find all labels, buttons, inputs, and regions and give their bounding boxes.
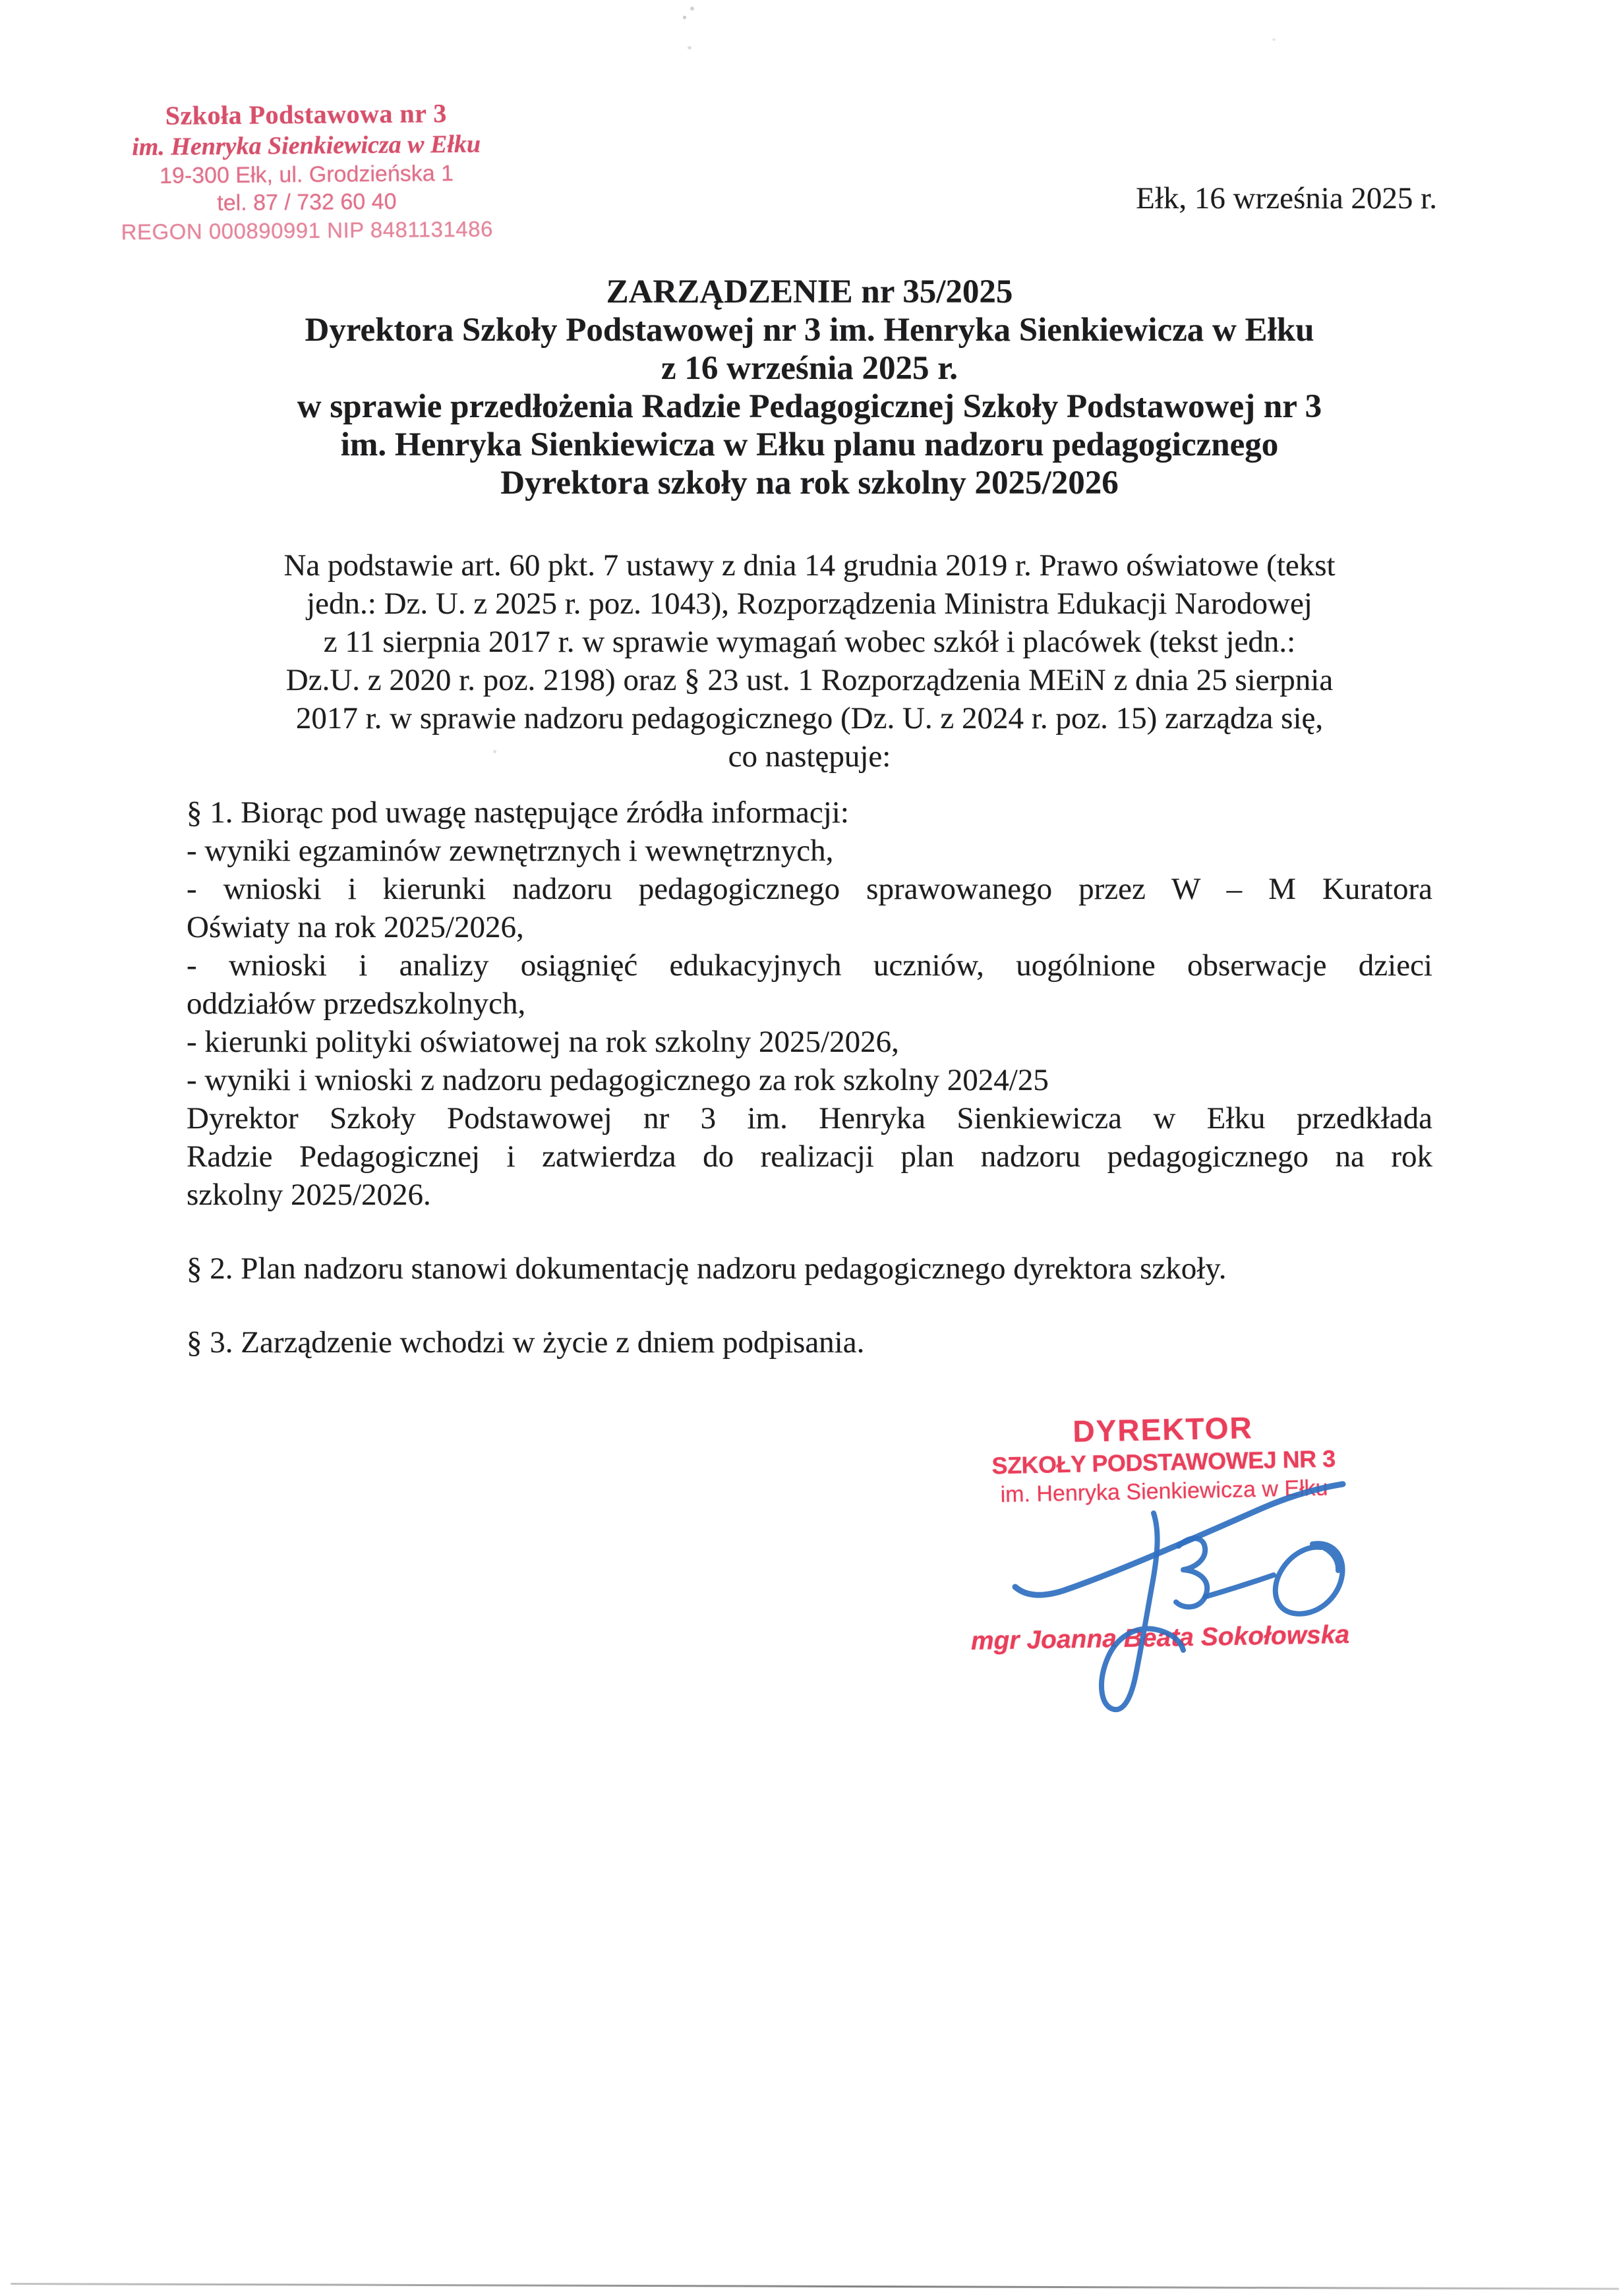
scan-speck bbox=[688, 46, 692, 49]
dateline: Ełk, 16 września 2025 r. bbox=[1136, 181, 1437, 215]
legal-line: Na podstawie art. 60 pkt. 7 ustawy z dnia 14 grudnia 2019 r. Prawo oświatowe (tekst bbox=[283, 548, 1336, 583]
body-line: Radzie Pedagogicznej i zatwierdza do realizacji plan nadzoru pedagogicznego na rok bbox=[187, 1139, 1432, 1174]
legal-line: co następuje: bbox=[728, 739, 891, 774]
body-line: - wnioski i analizy osiągnięć edukacyjnych uczniów, uogólnione obserwacje dzieci bbox=[187, 948, 1432, 983]
title-line: Dyrektora szkoły na rok szkolny 2025/2026 bbox=[500, 465, 1119, 502]
letterhead-address: 19-300 Ełk, ul. Grodzieńska 1 bbox=[159, 161, 454, 188]
scan-speck bbox=[493, 750, 496, 753]
director-stamp-patron: im. Henryka Sienkiewicza w Ełku bbox=[1000, 1475, 1328, 1508]
body-line: - wyniki egzaminów zewnętrznych i wewnętrznych, bbox=[187, 834, 834, 868]
director-name: mgr Joanna Beata Sokołowska bbox=[970, 1620, 1350, 1656]
order-title bbox=[165, 273, 1454, 502]
body-line: - kierunki polityki oświatowej na rok szkolny 2025/2026, bbox=[187, 1025, 899, 1059]
scan-speck bbox=[690, 7, 694, 11]
letterhead-regon-nip: REGON 000890991 NIP 8481131486 bbox=[121, 216, 494, 244]
legal-line: z 11 sierpnia 2017 r. w sprawie wymagań wobec szkół i placówek (tekst jedn.: bbox=[323, 625, 1296, 659]
body-line: szkolny 2025/2026. bbox=[187, 1178, 431, 1212]
section-2-paragraph: § 2. Plan nadzoru stanowi dokumentację nadzoru pedagogicznego dyrektora szkoły. bbox=[187, 1251, 1227, 1286]
signature-stroke bbox=[1276, 1543, 1343, 1614]
body-line: oddziałów przedszkolnych, bbox=[187, 987, 526, 1021]
letterhead-patron: im. Henryka Sienkiewicza w Ełku bbox=[132, 130, 481, 161]
handwritten-signature bbox=[981, 1467, 1416, 1744]
body-line: Oświaty na rok 2025/2026, bbox=[187, 910, 524, 944]
title-line: z 16 września 2025 r. bbox=[661, 350, 958, 387]
letterhead-school-name: Szkoła Podstawowa nr 3 bbox=[165, 98, 447, 130]
legal-basis-paragraph bbox=[187, 546, 1432, 776]
letterhead-stamp bbox=[111, 97, 502, 246]
director-stamp-school: SZKOŁY PODSTAWOWEJ NR 3 bbox=[991, 1445, 1336, 1479]
letterhead-phone: tel. 87 / 732 60 40 bbox=[217, 188, 397, 216]
signature-stroke bbox=[1015, 1484, 1343, 1595]
legal-line: 2017 r. w sprawie nadzoru pedagogicznego (Dz. U. z 2024 r. poz. 15) zarządza się, bbox=[295, 701, 1324, 735]
title-line: Dyrektora Szkoły Podstawowej nr 3 im. Henryka Sienkiewicza w Ełku bbox=[305, 312, 1314, 349]
section-3-paragraph: § 3. Zarządzenie wchodzi w życie z dniem podpisania. bbox=[187, 1325, 865, 1360]
scan-speck bbox=[683, 16, 686, 19]
body-line: § 1. Biorąc pod uwagę następujące źródła informacji: bbox=[187, 795, 849, 830]
body-line: - wyniki i wnioski z nadzoru pedagogicznego za rok szkolny 2024/25 bbox=[187, 1063, 1049, 1097]
scan-edge-line bbox=[11, 2283, 1619, 2290]
director-stamp-title: DYREKTOR bbox=[1072, 1410, 1254, 1449]
legal-line: jedn.: Dz. U. z 2025 r. poz. 1043), Rozporządzenia Ministra Edukacji Narodowej bbox=[307, 587, 1312, 621]
title-line: w sprawie przedłożenia Radzie Pedagogicznej Szkoły Podstawowej nr 3 bbox=[297, 388, 1322, 425]
title-line: im. Henryka Sienkiewicza w Ełku planu nadzoru pedagogicznego bbox=[340, 426, 1279, 463]
body-line: Dyrektor Szkoły Podstawowej nr 3 im. Henryka Sienkiewicza w Ełku przedkłada bbox=[187, 1101, 1432, 1135]
signature-stroke bbox=[1102, 1513, 1183, 1709]
scan-speck bbox=[1272, 38, 1276, 41]
legal-line: Dz.U. z 2020 r. poz. 2198) oraz § 23 ust. 1 Rozporządzenia MEiN z dnia 25 sierpnia bbox=[285, 663, 1334, 697]
body-line: - wnioski i kierunki nadzoru pedagogicznego sprawowanego przez W – M Kuratora bbox=[187, 872, 1432, 906]
section-1-paragraph bbox=[187, 793, 1432, 1214]
signature-stroke bbox=[1205, 1575, 1274, 1597]
title-line: ZARZĄDZENIE nr 35/2025 bbox=[606, 273, 1013, 310]
